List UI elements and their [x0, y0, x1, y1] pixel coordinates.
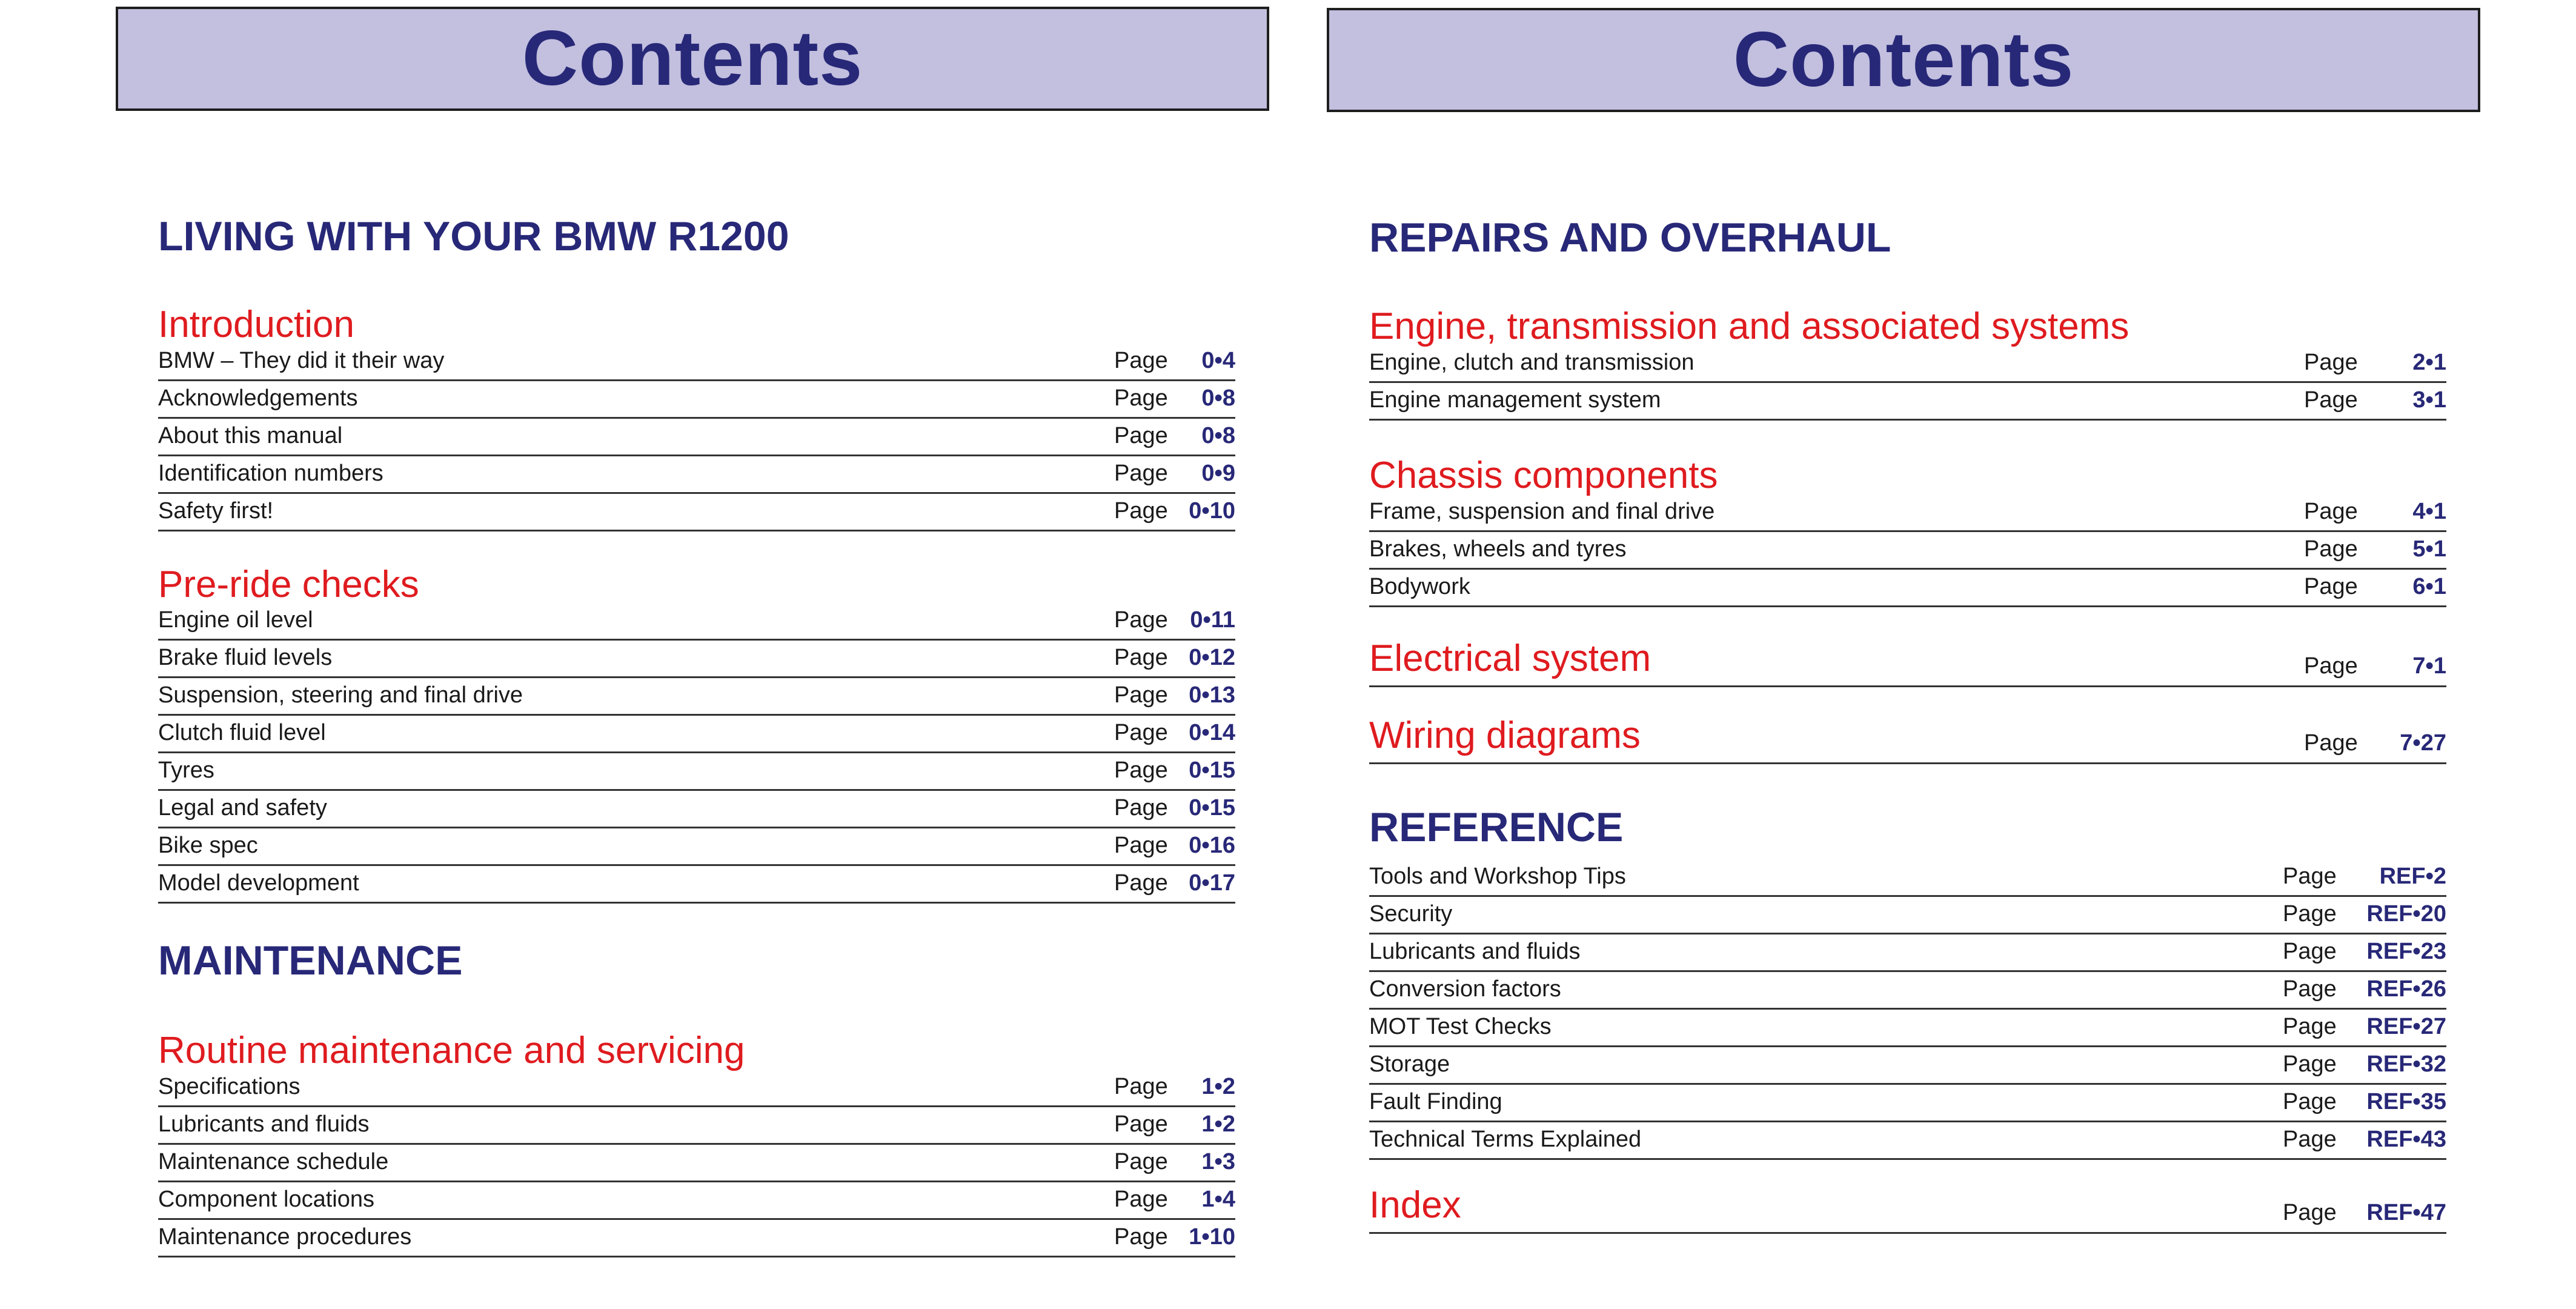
toc-entry-title: Acknowledgements: [158, 385, 358, 411]
page-label: Page: [1114, 1111, 1168, 1137]
page-label: Page: [1114, 1224, 1168, 1250]
page-label: Page: [1114, 423, 1168, 448]
page-number: 5•1: [2412, 536, 2446, 562]
page-label: Page: [2304, 574, 2358, 599]
toc-row[interactable]: [1369, 345, 2446, 383]
toc-entry-title: Tools and Workshop Tips: [1369, 864, 1626, 889]
toc-row[interactable]: [1369, 1010, 2446, 1047]
toc-row[interactable]: [158, 1182, 1235, 1220]
page-label: Page: [1114, 1187, 1168, 1212]
page-label: Page: [2283, 939, 2337, 964]
section-heading-routine: Routine maintenance and servicing: [158, 1030, 745, 1071]
page-number: 0•8: [1201, 385, 1235, 411]
toc-entry-title: Lubricants and fluids: [1369, 939, 1581, 964]
page-number: 0•13: [1189, 682, 1235, 708]
page-label: Page: [2283, 1200, 2337, 1225]
toc-list-pre-ride: [158, 603, 1235, 904]
toc-row[interactable]: [158, 381, 1235, 419]
toc-row[interactable]: [158, 1070, 1235, 1107]
page-number: REF•32: [2366, 1051, 2446, 1077]
toc-row[interactable]: [1369, 1047, 2446, 1085]
page-label: Page: [2283, 976, 2337, 1002]
toc-row[interactable]: [158, 456, 1235, 494]
toc-row[interactable]: [158, 866, 1235, 904]
page-number: 1•3: [1201, 1149, 1235, 1174]
page-number: 0•11: [1190, 607, 1235, 633]
toc-row[interactable]: [158, 1107, 1235, 1145]
page-label: Page: [1114, 498, 1168, 524]
toc-row[interactable]: [158, 494, 1235, 531]
section-heading-engine: Engine, transmission and associated systems: [1369, 305, 2130, 347]
toc-row[interactable]: [158, 828, 1235, 866]
toc-entry-title: Identification numbers: [158, 461, 383, 486]
toc-row[interactable]: [158, 641, 1235, 678]
toc-entry-title: Engine management system: [1369, 387, 1661, 413]
toc-row[interactable]: [1369, 1122, 2446, 1160]
toc-row[interactable]: [158, 344, 1235, 381]
page-number: 0•12: [1189, 645, 1235, 670]
banner-title: Contents: [1733, 16, 2074, 103]
section-heading-index: Index: [1369, 1184, 1461, 1226]
page-number: 0•15: [1189, 758, 1235, 783]
right-page: [1327, 0, 2484, 1309]
page-number: 0•17: [1189, 870, 1235, 896]
page-number: 3•1: [2412, 387, 2446, 413]
page-label: Page: [1114, 385, 1168, 411]
toc-list-introduction: [158, 344, 1235, 531]
toc-row-index[interactable]: [1369, 1184, 2446, 1234]
page-label: Page: [1114, 720, 1168, 745]
page-number: 2•1: [2412, 350, 2446, 375]
page-number: 0•8: [1201, 423, 1235, 448]
toc-row-electrical[interactable]: [1369, 637, 2446, 687]
toc-entry-title: Conversion factors: [1369, 976, 1561, 1002]
page-label: Page: [1114, 461, 1168, 486]
page-number: REF•20: [2366, 901, 2446, 927]
toc-row[interactable]: [1369, 532, 2446, 570]
toc-entry-title: MOT Test Checks: [1369, 1014, 1552, 1039]
toc-entry-title: Bike spec: [158, 833, 258, 858]
toc-entry-title: Fault Finding: [1369, 1089, 1502, 1114]
toc-entry-title: Clutch fluid level: [158, 720, 326, 745]
toc-row[interactable]: [1369, 383, 2446, 421]
toc-entry-title: Frame, suspension and final drive: [1369, 499, 1715, 524]
toc-row[interactable]: [158, 419, 1235, 456]
page-label: Page: [1114, 1149, 1168, 1174]
toc-row[interactable]: [158, 603, 1235, 641]
page-number: REF•2: [2379, 864, 2446, 889]
section-heading-chassis: Chassis components: [1369, 455, 1718, 496]
section-heading-pre-ride: Pre-ride checks: [158, 564, 419, 605]
toc-entry-title: Engine, clutch and transmission: [1369, 350, 1695, 375]
toc-entry-title: Brakes, wheels and tyres: [1369, 536, 1627, 562]
toc-entry-title: Technical Terms Explained: [1369, 1127, 1642, 1152]
toc-row[interactable]: [1369, 897, 2446, 934]
page-number: 0•10: [1189, 498, 1235, 524]
toc-entry-title: Brake fluid levels: [158, 645, 333, 670]
toc-entry-title: Component locations: [158, 1187, 374, 1212]
toc-entry-title: Safety first!: [158, 498, 274, 524]
toc-entry-title: Maintenance schedule: [158, 1149, 389, 1174]
page-label: Page: [2283, 1014, 2337, 1039]
toc-entry-title: Maintenance procedures: [158, 1224, 412, 1250]
page-label: Page: [1114, 758, 1168, 783]
page-number: 1•2: [1201, 1111, 1235, 1137]
page-label: Page: [1114, 682, 1168, 708]
part-heading-repairs: REPAIRS AND OVERHAUL: [1369, 215, 1891, 261]
toc-row[interactable]: [158, 753, 1235, 791]
page-number: 4•1: [2412, 499, 2446, 524]
contents-banner: [1327, 8, 2480, 112]
toc-entry-title: Suspension, steering and final drive: [158, 682, 523, 708]
part-heading-reference: REFERENCE: [1369, 804, 1624, 850]
section-heading-electrical: Electrical system: [1369, 638, 1651, 679]
page-number: REF•26: [2366, 976, 2446, 1002]
toc-row[interactable]: [158, 1220, 1235, 1257]
toc-list-routine: [158, 1070, 1235, 1257]
toc-entry-title: Legal and safety: [158, 795, 327, 821]
page-label: Page: [1114, 348, 1168, 373]
page-label: Page: [2283, 1127, 2337, 1152]
page-label: Page: [2304, 653, 2358, 679]
page-label: Page: [1114, 607, 1168, 633]
page-label: Page: [2304, 730, 2358, 756]
page-number: 0•14: [1189, 720, 1235, 745]
toc-entry-title: Model development: [158, 870, 359, 896]
page-number: REF•47: [2366, 1200, 2446, 1225]
toc-row[interactable]: [1369, 934, 2446, 972]
page-label: Page: [1114, 870, 1168, 896]
toc-entry-title: Engine oil level: [158, 607, 313, 633]
page-number: 1•4: [1201, 1187, 1235, 1212]
left-page: [116, 0, 1273, 1309]
toc-row[interactable]: [158, 791, 1235, 828]
toc-list-chassis: [1369, 495, 2446, 607]
toc-row[interactable]: [1369, 495, 2446, 532]
toc-entry-title: Specifications: [158, 1074, 300, 1099]
part-heading-living: LIVING WITH YOUR BMW R1200: [158, 213, 789, 259]
toc-list-engine: [1369, 345, 2446, 421]
page-label: Page: [2304, 536, 2358, 562]
page-number: REF•27: [2366, 1014, 2446, 1039]
toc-row[interactable]: [1369, 972, 2446, 1010]
toc-row[interactable]: [1369, 570, 2446, 607]
toc-entry-title: Lubricants and fluids: [158, 1111, 370, 1137]
toc-row[interactable]: [158, 716, 1235, 753]
page-label: Page: [2283, 1089, 2337, 1114]
toc-entry-title: About this manual: [158, 423, 343, 448]
toc-entry-title: Security: [1369, 901, 1453, 927]
page-label: Page: [2304, 350, 2358, 375]
page-label: Page: [2283, 901, 2337, 927]
section-heading-wiring: Wiring diagrams: [1369, 714, 1641, 756]
page-label: Page: [1114, 645, 1168, 670]
banner-title: Contents: [522, 15, 863, 102]
toc-entry-title: Bodywork: [1369, 574, 1470, 599]
toc-row[interactable]: [158, 678, 1235, 716]
page-number: 0•15: [1189, 795, 1235, 821]
toc-entry-title: BMW – They did it their way: [158, 348, 445, 373]
page-number: 1•10: [1189, 1224, 1235, 1250]
page-number: 7•1: [2412, 653, 2446, 679]
toc-row[interactable]: [158, 1145, 1235, 1182]
page-number: REF•35: [2366, 1089, 2446, 1114]
page-number: 0•4: [1201, 348, 1235, 373]
toc-entry-title: Tyres: [158, 758, 214, 783]
page-number: 0•16: [1189, 833, 1235, 858]
page-label: Page: [2304, 387, 2358, 413]
page-label: Page: [1114, 1074, 1168, 1099]
part-heading-maintenance: MAINTENANCE: [158, 938, 463, 984]
page-number: 0•9: [1201, 461, 1235, 486]
page-label: Page: [1114, 833, 1168, 858]
page-label: Page: [2304, 499, 2358, 524]
page-label: Page: [2283, 864, 2337, 889]
page-number: REF•43: [2366, 1127, 2446, 1152]
page-number: 1•2: [1201, 1074, 1235, 1099]
section-heading-introduction: Introduction: [158, 304, 354, 345]
contents-banner: [116, 7, 1269, 111]
toc-row-wiring[interactable]: [1369, 714, 2446, 764]
page-label: Page: [1114, 795, 1168, 821]
toc-entry-title: Storage: [1369, 1051, 1450, 1077]
page-number: REF•23: [2366, 939, 2446, 964]
page-label: Page: [2283, 1051, 2337, 1077]
page-number: 6•1: [2412, 574, 2446, 599]
toc-row[interactable]: [1369, 859, 2446, 897]
toc-list-reference: [1369, 859, 2446, 1160]
page-number: 7•27: [2400, 730, 2446, 756]
toc-row[interactable]: [1369, 1085, 2446, 1122]
